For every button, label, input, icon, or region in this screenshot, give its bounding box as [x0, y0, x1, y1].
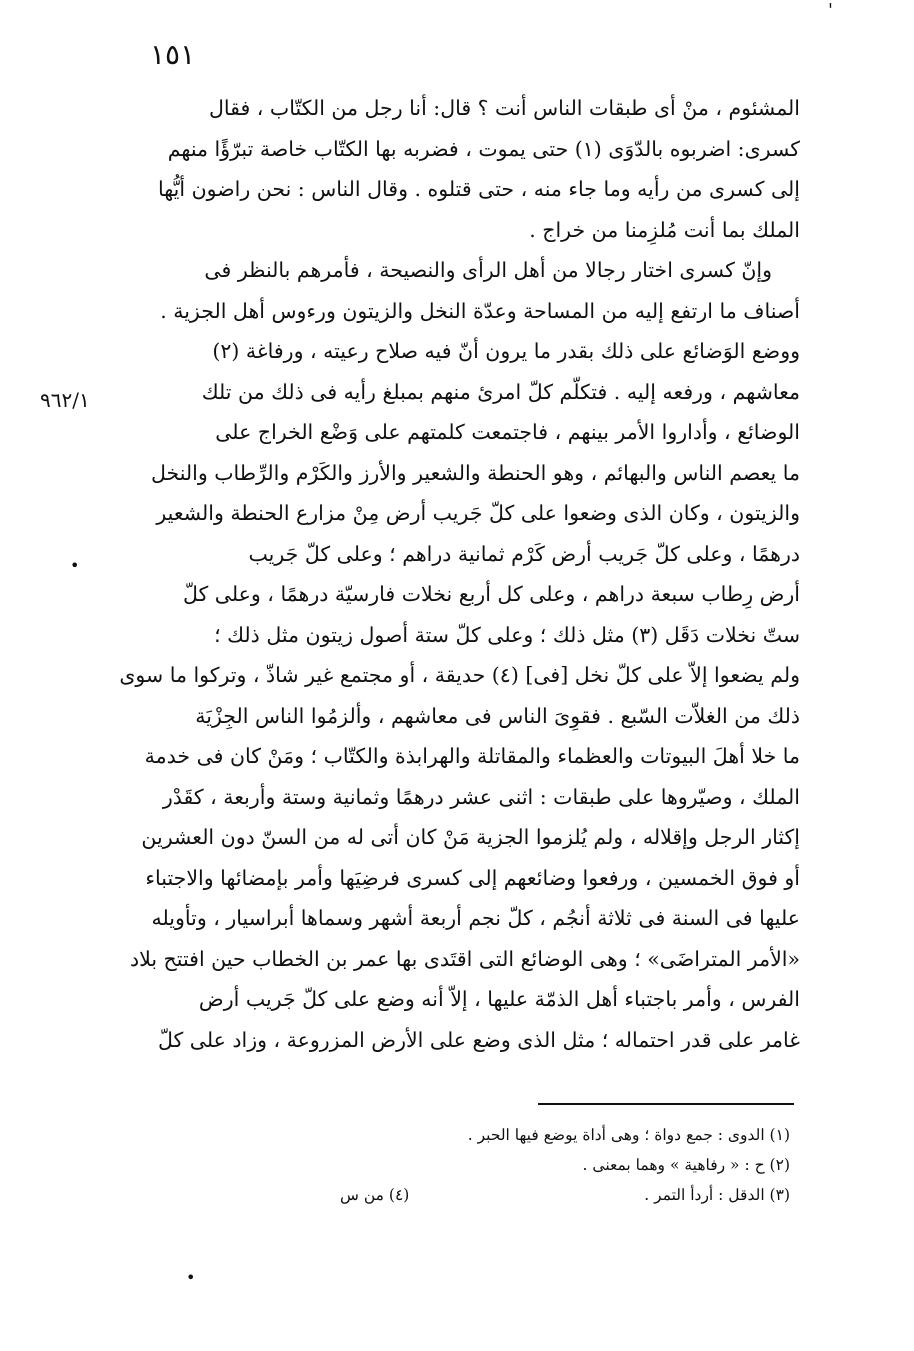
footnote-divider [538, 1103, 794, 1105]
footnote-3: (٣) الدقل : أردأ التمر . [644, 1186, 790, 1204]
text-line: ووضع الوَضائع على ذلك بقدر ما يرون أنّ فيه صلاح رعيته ، ورفاغة (٢) [212, 339, 800, 363]
text-line: الفرس ، وأمر باجتباء أهل الذمّة عليها ، إلاّ أنه وضع على كلّ جَريب أرض [198, 987, 800, 1011]
margin-reference-note: ٩٦٢/١ [40, 388, 90, 412]
text-line: عليها فى السنة فى ثلاثة أنجُم ، كلّ نجم أربعة أشهر وسماها أبراسيار ، وتأويله [151, 906, 800, 930]
footnote-4: (٤) من س [340, 1186, 410, 1204]
text-line: ولم يضعوا إلاّ على كلّ نخل [فى] (٤) حديقة ، أو مجتمع غير شاذّ ، وتركوا ما سوى [119, 663, 800, 687]
text-line: كسرى: اضربوه بالدّوَى (١) حتى يموت ، فضربه بها الكتّاب خاصة تبرّؤًا منهم [167, 136, 800, 161]
text-line: «الأمر المتراضَى» ؛ وهى الوضائع التى اقتَدى بها عمر بن الخطاب حين افتتح بلاد [129, 946, 800, 971]
text-line: ما يعصم الناس والبهائم ، وهو الحنطة والشعير والأرز والكَرْم والرِّطاب والنخل [150, 460, 800, 485]
text-line: إكثار الرجل وإقلاله ، ولم يُلزموا الجزية مَنْ كان أتى له من السنّ دون العشرين [141, 825, 800, 849]
text-line: درهمًا ، وعلى كلّ جَريب أرض كَرْم ثمانية دراهم ؛ وعلى كلّ جَريب [248, 541, 800, 566]
footnotes [340, 1120, 790, 1210]
main-text-block [110, 88, 800, 1060]
text-line: ما خلا أهلَ البيوتات والعظماء والمقاتلة والهرابذة والكتّاب ؛ ومَنْ كان فى خدمة [144, 744, 800, 768]
text-line: غامر على قدر احتماله ؛ مثل الذى وضع على الأرض المزروعة ، وزاد على كلّ [157, 1027, 800, 1052]
footnote-2: (٢) ح : « رفاهية » وهما بمعنى . [582, 1156, 790, 1174]
page-number: ١٥١ [150, 38, 196, 71]
text-line: إلى كسرى من رأيه وما جاء منه ، حتى قتلوه . وقال الناس : نحن راضون أيُّها [157, 177, 800, 201]
text-line: أرض رِطاب سبعة دراهم ، وعلى كل أربع نخلات فارسيّة درهمًا ، وعلى كلّ [182, 582, 800, 606]
text-line: معاشهم ، ورفعه إليه . فتكلّم كلّ امرئ منهم بمبلغ رأيه فى ذلك من تلك [201, 379, 800, 404]
text-line: ذلك من الغلاّت السّبع . فقوِىَ الناس فى معاشهم ، وألزمُوا الناس الجِزْيَة [195, 703, 800, 728]
text-line: والزيتون ، وكان الذى وضعوا على كلّ جَريب أرض مِنْ مزارع الحنطة والشعير [156, 501, 800, 525]
bottom-dot: • [186, 1268, 196, 1287]
text-line: الوضائع ، وأداروا الأمر بينهم ، فاجتمعت كلمتهم على وَضْع الخراج على [215, 420, 800, 444]
text-line: أصناف ما ارتفع إليه من المساحة وعدّة النخل والزيتون ورءوس أهل الجزية . [160, 298, 800, 323]
corner-mark: ' [828, 0, 833, 21]
text-line: المشئوم ، منْ أى طبقات الناس أنت ؟ قال: أنا رجل من الكتّاب ، فقال [208, 96, 800, 120]
text-line: وإنّ كسرى اختار رجالا من أهل الرأى والنصيحة ، فأمرهم بالنظر فى [204, 258, 772, 282]
footnote-row-3-4 [340, 1180, 790, 1210]
text-line: ستّ نخلات دَقَل (٣) مثل ذلك ؛ وعلى كلّ ستة أصول زيتون مثل ذلك ؛ [214, 622, 800, 647]
text-line: أو فوق الخمسين ، ورفعوا وضائعهم إلى كسرى فرضِيَها وأمر بإمضائها والاجتباء [145, 865, 800, 890]
text-line: الملك ، وصيّروها على طبقات : اثنى عشر درهمًا وثمانية وستة وأربعة ، كقَدْر [162, 784, 800, 809]
footnote-1: (١) الدوى : جمع دواة ؛ وهى أداة يوضع فيها الحبر . [467, 1126, 790, 1144]
margin-dot: • [70, 556, 80, 575]
text-line: الملك بما أنت مُلزِمنا من خراج . [529, 217, 800, 242]
